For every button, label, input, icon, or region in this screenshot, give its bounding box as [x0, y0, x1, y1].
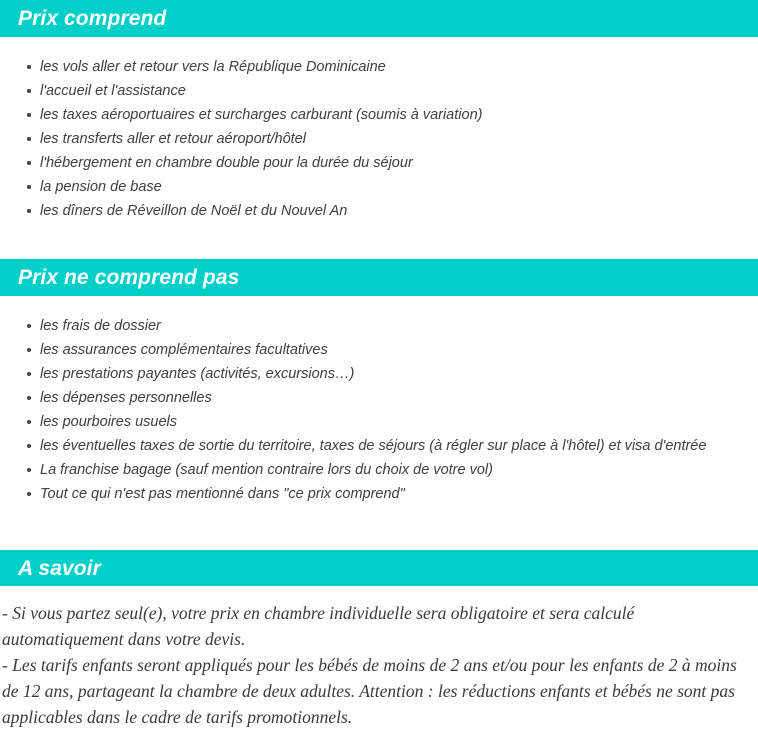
list-item-label: les pourboires usuels [40, 414, 178, 430]
list-item-label: les dépenses personnelles [40, 390, 212, 406]
list-item [0, 55, 758, 79]
list-item-label: les transferts aller et retour aéroport/hôtel [40, 131, 306, 147]
list-item [0, 386, 758, 410]
list-item-label: la pension de base [40, 179, 162, 195]
list-item [0, 410, 758, 434]
section-header-prix-comprend [0, 0, 758, 37]
list-item-label: les prestations payantes (activités, excursions…) [40, 366, 355, 382]
a-savoir-paragraph: - Si vous partez seul(e), votre prix en chambre individuelle sera obligatoire et sera calculé automatiquement dans votre devis. [2, 603, 635, 649]
list-item [0, 79, 758, 103]
list-item-label: l'hébergement en chambre double pour la durée du séjour [40, 155, 413, 171]
excluded-items-list [0, 296, 758, 506]
list-item-label: les éventuelles taxes de sortie du territoire, taxes de séjours (à régler sur place à l'hôtel) et visa d'entrée [40, 438, 707, 454]
list-item [0, 151, 758, 175]
list-item [0, 175, 758, 199]
list-item-label: l'accueil et l'assistance [40, 83, 186, 99]
list-item-label: les taxes aéroportuaires et surcharges carburant (soumis à variation) [40, 107, 483, 123]
list-item [0, 103, 758, 127]
list-item-label: les assurances complémentaires facultatives [40, 342, 328, 358]
list-item [0, 434, 758, 458]
list-item [0, 127, 758, 151]
list-item [0, 338, 758, 362]
list-item-label: Tout ce qui n'est pas mentionné dans "ce prix comprend" [40, 486, 405, 502]
list-item-label: les vols aller et retour vers la République Dominicaine [40, 59, 386, 75]
list-item [0, 458, 758, 482]
list-item [0, 314, 758, 338]
section-heading-text: A savoir [18, 556, 101, 580]
list-item [0, 199, 758, 223]
list-item-label: les dîners de Réveillon de Noël et du Nouvel An [40, 203, 348, 219]
list-item [0, 482, 758, 506]
a-savoir-body [0, 586, 758, 730]
section-header-a-savoir [0, 550, 758, 586]
section-heading-text: Prix ne comprend pas [18, 266, 240, 289]
list-item-label: les frais de dossier [40, 318, 161, 334]
section-heading-text: Prix comprend [18, 7, 167, 30]
a-savoir-paragraph: - Les tarifs enfants seront appliqués pour les bébés de moins de 2 ans et/ou pour les enfants de 2 à moins de 12 ans, partageant la chambre de deux adultes. Attention : les réductions enfants et bébés ne sont pas applicables dans le cadre de tarifs promotionnels. [2, 655, 737, 727]
list-item-label: La franchise bagage (sauf mention contraire lors du choix de votre vol) [40, 462, 493, 478]
list-item [0, 362, 758, 386]
included-items-list [0, 37, 758, 223]
section-header-prix-ne-comprend-pas [0, 259, 758, 296]
